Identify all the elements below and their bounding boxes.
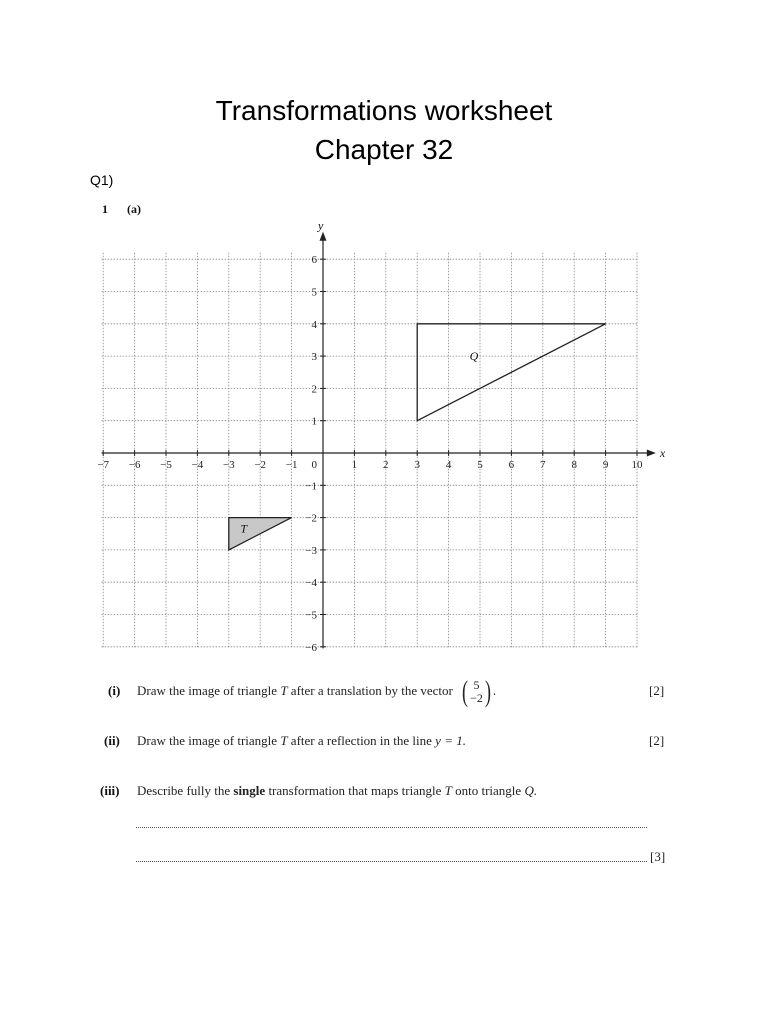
y-tick-label: −4: [305, 577, 317, 590]
x-tick-label: −5: [160, 459, 172, 471]
x-tick-label: 7: [540, 459, 546, 471]
subquestion-i-text-before: Draw the image of triangle: [137, 683, 278, 698]
y-tick-label: −3: [305, 544, 317, 557]
subquestion-i-end: .: [492, 683, 497, 698]
worksheet-title: Transformations worksheet: [215, 95, 553, 126]
subquestion-iii-text-mid: transformation that maps triangle: [268, 783, 442, 798]
subquestion-ii-equation: y = 1.: [435, 733, 466, 748]
x-tick-label: 2: [383, 459, 389, 471]
x-tick-label: 9: [602, 459, 609, 471]
question-label: Q1): [90, 172, 114, 188]
subquestion-iii-shape2: Q.: [524, 783, 538, 798]
subquestion-ii-shape: T: [280, 733, 288, 748]
subquestion-ii-marks: [2]: [649, 733, 665, 748]
y-tick-label: 1: [311, 415, 317, 428]
vector-bottom: −2: [470, 691, 483, 706]
subquestion-ii-number: (ii): [104, 733, 120, 748]
x-tick-label: 3: [414, 459, 420, 471]
y-tick-label: 5: [311, 286, 317, 299]
subquestion-iii-shape: T: [444, 783, 452, 798]
y-tick-label: 2: [311, 383, 317, 396]
y-tick-label: 4: [311, 318, 317, 331]
y-tick-label: 3: [311, 351, 317, 364]
x-tick-label: 4: [445, 459, 452, 471]
origin-label: 0: [311, 459, 317, 471]
answer-line-2[interactable]: [136, 861, 647, 862]
x-axis-arrow: [647, 450, 656, 457]
subquestion-i-text: [137, 676, 496, 707]
subquestion-i-shape: T: [280, 683, 288, 698]
subquestion-ii-text-before: Draw the image of triangle: [137, 733, 278, 748]
x-tick-label: 5: [477, 459, 483, 471]
x-tick-label: 8: [571, 459, 577, 471]
x-axis-label: x: [659, 446, 666, 460]
y-tick-label: −1: [305, 480, 317, 493]
vector-top: 5: [473, 678, 480, 693]
question-part: (a): [127, 202, 141, 216]
subquestion-ii-text: [137, 733, 466, 749]
x-tick-label: −6: [128, 459, 141, 471]
subquestion-ii-text-after: after a reflection in the line: [290, 733, 432, 748]
x-tick-label: 6: [508, 459, 515, 471]
triangle-t-label: T: [240, 521, 248, 536]
subquestion-iii-text-mid2: onto triangle: [455, 783, 522, 798]
subquestion-iii-marks: [3]: [650, 849, 666, 864]
y-tick-label: 6: [311, 254, 317, 267]
chapter-title: Chapter 32: [314, 134, 454, 165]
triangle-q-label: Q: [469, 349, 479, 364]
y-axis-arrow: [320, 232, 327, 241]
x-tick-label: −7: [97, 459, 110, 471]
y-tick-label: −6: [305, 641, 317, 654]
x-tick-label: 1: [351, 459, 358, 471]
x-tick-label: 10: [631, 459, 643, 471]
x-tick-label: −3: [222, 459, 235, 471]
y-tick-label: −5: [305, 609, 317, 622]
subquestion-iii-number: (iii): [100, 783, 120, 798]
subquestion-i-marks: [2]: [649, 683, 665, 698]
subquestion-iii-text: [137, 783, 537, 799]
x-tick-label: −4: [191, 459, 204, 471]
subquestion-iii-text-before: Describe fully the: [137, 783, 231, 798]
answer-line-1[interactable]: [136, 827, 647, 828]
x-tick-label: −2: [254, 459, 267, 471]
subquestion-i-text-after: after a translation by the vector: [290, 683, 453, 698]
subquestion-i-number: (i): [108, 683, 121, 698]
y-tick-label: −2: [305, 512, 317, 525]
subquestion-iii-bold-word: single: [233, 783, 266, 798]
x-tick-label: −1: [285, 459, 298, 471]
y-axis-label: y: [318, 218, 324, 233]
question-number: 1: [102, 202, 108, 216]
translation-vector: ( 5 −2 ): [462, 675, 491, 709]
